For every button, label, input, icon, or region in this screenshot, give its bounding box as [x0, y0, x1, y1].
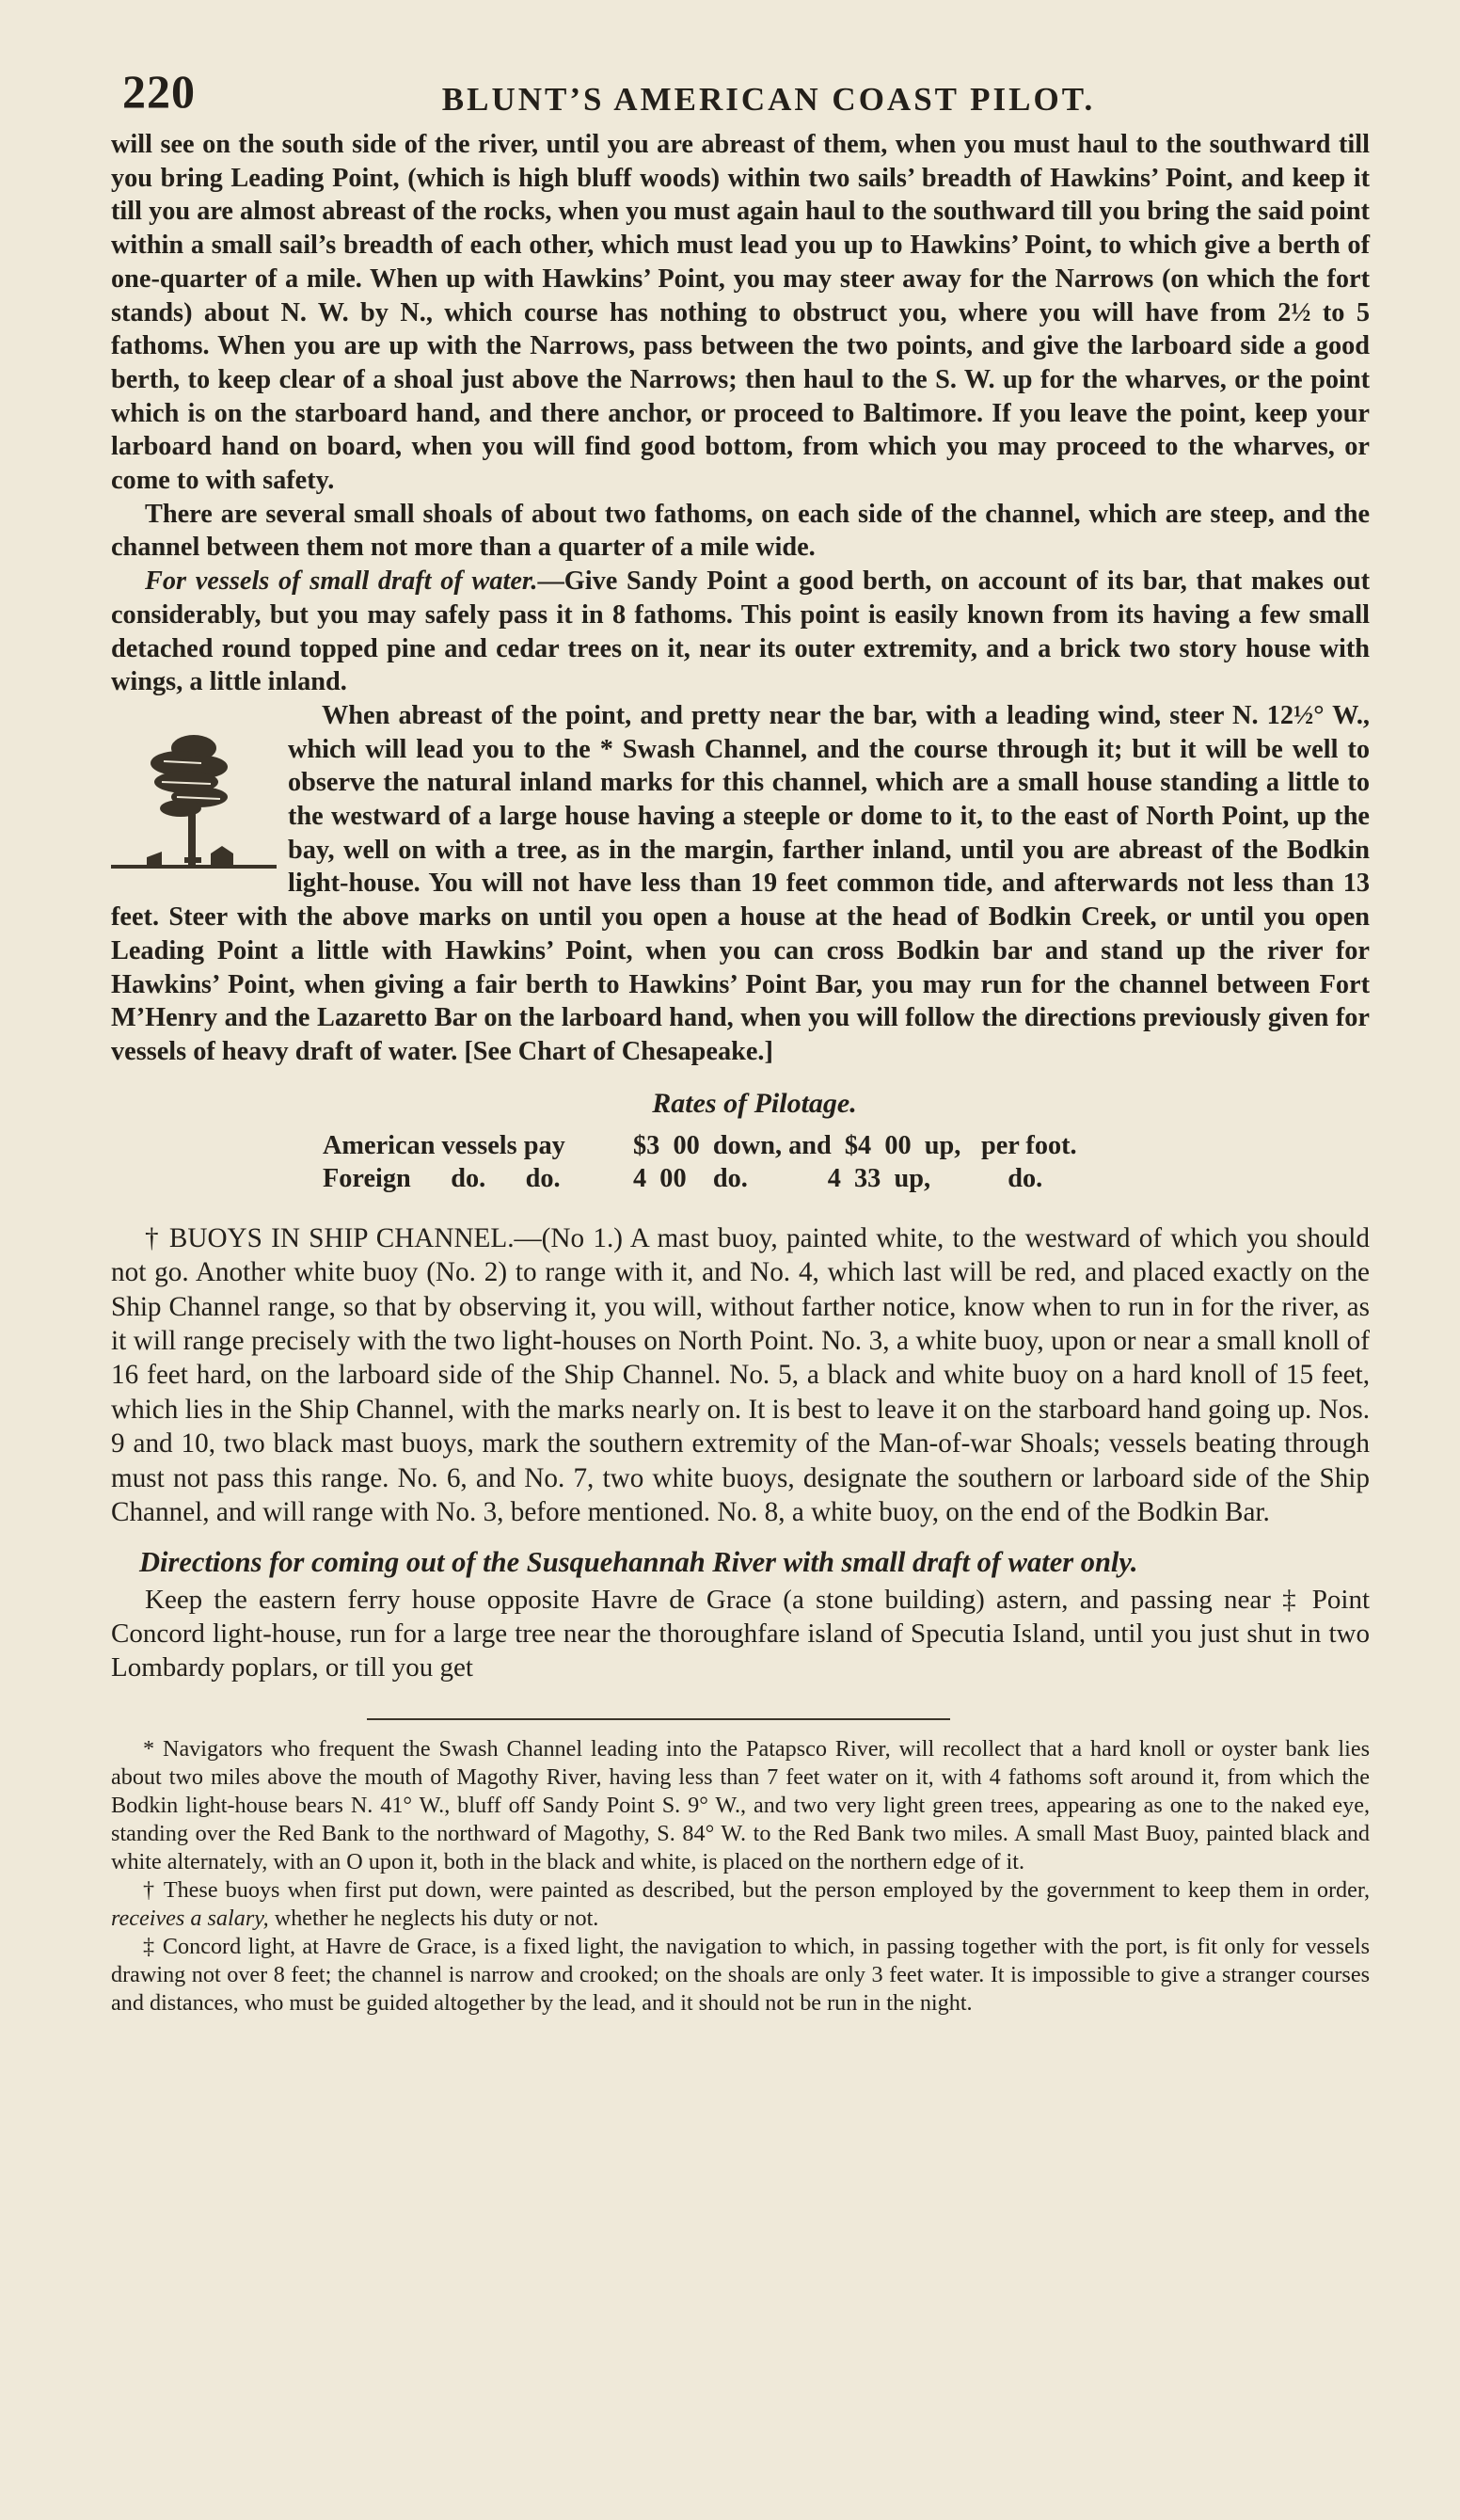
rates-row	[323, 1129, 1370, 1162]
paragraph-4	[111, 699, 1370, 1069]
rates-table	[323, 1129, 1370, 1195]
directions-title: Directions for coming out of the Susquehannah River with small draft of water only.	[139, 1546, 1138, 1579]
paragraph-4-text: When abreast of the point, and pretty near the bar, with a leading wind, steer N. 12½° W., which will lead you to the * Swash Channel, and the course through it; but it will be well to observe the natural inland marks for this channel, which are a small house standing a little to the westward of a large house having a steeple or dome to it, to the east of North Point, up the bay, well on with a tree, as in the margin, farther inland, until you are abreast of the Bodkin light-house. You will not have less than 19 feet common tide, and afterwards not less than 13 feet. Steer with the above marks on until you open a house at the head of Bodkin Creek, or until you open Leading Point a little with Hawkins’ Point, when you can cross Bodkin bar and stand up the river for Hawkins’ Point, when giving a fair berth to Hawkins’ Point Bar, you may run for the channel between Fort M’Henry and the Lazaretto Bar on the larboard hand, when you will follow the directions previously given for vessels of heavy draft of water. [See Chart of Chesapeake.]	[111, 700, 1370, 1066]
footnote-divider	[367, 1718, 950, 1720]
main-text	[111, 128, 1370, 1069]
footnote-2	[111, 1876, 1370, 1933]
rates-row-unit: per foot.	[981, 1130, 1077, 1160]
paragraph-3-rest: —Give Sandy Point a good berth, on account of its bar, that makes out considerably, but you may safely pass it in 8 fathoms. This point is easily known from its having a few small detached round topped pine and cedar trees on it, near its outer extremity, and a brick two story house with wings, a little inland.	[111, 566, 1370, 697]
rates-row-values: 4 00 do. 4 33 up,	[633, 1163, 931, 1193]
rates-row-label: Foreign do. do.	[323, 1163, 561, 1193]
footnote-2-end: whether he neglects his duty or not.	[268, 1905, 599, 1931]
paragraph-3	[111, 565, 1370, 699]
rates-row-unit: do.	[981, 1163, 1043, 1193]
rates-row	[323, 1162, 1370, 1195]
footnote-2-start: † These buoys when first put down, were painted as described, but the person employed by the government to keep them in order,	[143, 1876, 1370, 1903]
footnote-2-italic: receives a salary,	[111, 1905, 269, 1931]
buoys-section	[111, 1221, 1370, 1530]
footnote-1: * Navigators who frequent the Swash Channel leading into the Patapsco River, will recollect that a hard knoll or oyster bank lies about two miles above the mouth of Magothy River, having less than 7 feet water on it, with 4 fathoms soft around it, from which the Bodkin light-house bears N. 41° W., bluff off Sandy Point S. 9° W., and two very light green trees, appearing as one to the naked eye, standing over the Red Bank to the northward of Magothy, S. 84° W. to the Red Bank two miles. A small Mast Buoy, painted black and white alternately, with an O upon it, both in the black and white, is placed on the northern edge of it.	[111, 1736, 1370, 1874]
paragraph-3-lead: For vessels of small draft of water.	[145, 566, 538, 597]
rates-title: Rates of Pilotage.	[652, 1087, 857, 1119]
running-title: BLUNT’S AMERICAN COAST PILOT.	[441, 81, 1096, 118]
directions-paragraph: Keep the eastern ferry house opposite Havre de Grace (a stone building) astern, and passing near ‡ Point Concord light-house, run for a large tree near the thoroughfare island of Specutia Island, until you just shut in two Lombardy poplars, or till you get	[111, 1585, 1370, 1683]
footnote-3: ‡ Concord light, at Havre de Grace, is a fixed light, the navigation to which, in passing together with the port, is fit only for vessels drawing not over 8 feet; the channel is narrow and crooked; on the shoals are only 3 feet water. It is impossible to give a stranger courses and distances, who must be guided altogether by the lead, and it should not be run in the night.	[111, 1933, 1370, 2016]
rates-row-label: American vessels pay	[323, 1130, 565, 1160]
paragraph-1: will see on the south side of the river, until you are abreast of them, when you must haul to the southward till you bring Leading Point, (which is high bluff woods) within two sails’ breadth of Hawkins’ Point, and keep it till you are almost abreast of the rocks, when you must again haul to the southward till you bring the said point within a small sail’s breadth of each other, which must lead you up to Hawkins’ Point, to which give a berth of one-quarter of a mile. When up with Hawkins’ Point, you may steer away for the Narrows (on which the fort stands) about N. W. by N., which course has nothing to obstruct you, where you will have from 2½ to 5 fathoms. When you are up with the Narrows, pass between the two points, and give the larboard side a good berth, to keep clear of a shoal just above the Narrows; then haul to the S. W. up for the wharves, or the point which is on the starboard hand, and there anchor, or proceed to Baltimore. If you leave the point, keep your larboard hand on board, when you will find good bottom, from which you may proceed to the wharves, or come to with safety.	[111, 130, 1370, 496]
directions-section	[111, 1546, 1370, 1684]
rates-row-values: $3 00 down, and $4 00 up,	[633, 1130, 961, 1160]
buoys-paragraph: † BUOYS IN SHIP CHANNEL.—(No 1.) A mast buoy, painted white, to the westward of which you should not go. Another white buoy (No. 2) to range with it, and No. 4, which last will be red, and placed exactly on the Ship Channel range, so that by observing it, you will, without farther notice, know when to run in for the river, as it will range precisely with the two light-houses on North Point. No. 3, a white buoy, upon or near a small knoll of 16 feet hard, on the larboard side of the Ship Channel. No. 5, a black and white buoy on a hard knoll of 15 feet, which lies in the Ship Channel, with the marks nearly on. It is best to leave it on the starboard hand going up. Nos. 9 and 10, two black mast buoys, mark the southern extremity of the Man-of-war Shoals; vessels beating through must not pass this range. No. 6, and No. 7, two white buoys, designate the southern or larboard side of the Ship Channel, and will range with No. 3, before mentioned. No. 8, a white buoy, on the end of the Bodkin Bar.	[111, 1222, 1370, 1527]
footnotes	[111, 1735, 1370, 2017]
tree-and-houses-illustration-icon	[109, 707, 277, 878]
paragraph-2: There are several small shoals of about two fathoms, on each side of the channel, which are steep, and the channel between them not more than a quarter of a mile wide.	[111, 499, 1370, 563]
page-number: 220	[122, 65, 196, 118]
page-header	[111, 58, 1370, 124]
